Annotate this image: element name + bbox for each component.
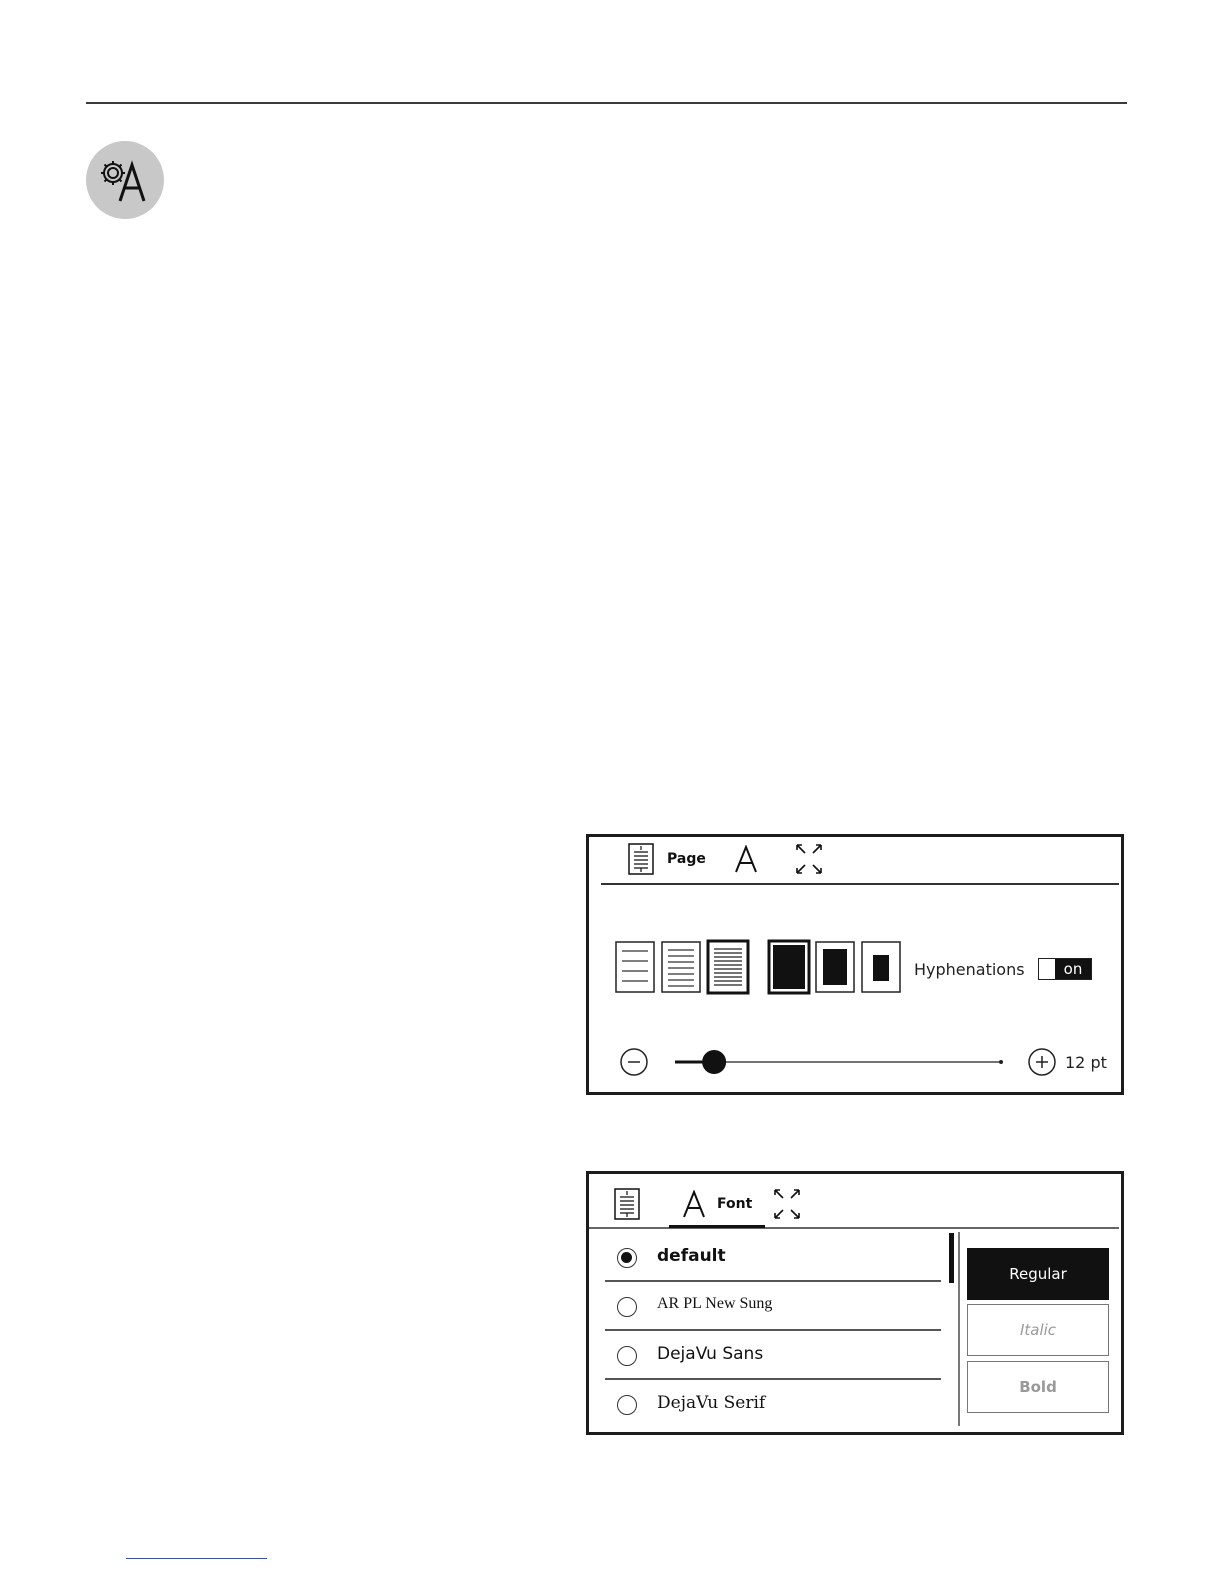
toggle-off-part [1039, 959, 1055, 979]
increase-size-icon[interactable] [1027, 1047, 1057, 1077]
tab-font-label[interactable]: Font [717, 1196, 753, 1212]
slider-end [999, 1060, 1003, 1064]
line-spacing-narrow-icon[interactable] [706, 939, 750, 995]
style-bold-button[interactable]: Bold [967, 1361, 1109, 1413]
slider-thumb[interactable] [702, 1050, 726, 1074]
font-size-value: 12 pt [1065, 1053, 1107, 1072]
font-list-item[interactable] [605, 1332, 941, 1380]
font-settings-panel [586, 1171, 1124, 1435]
style-regular-button[interactable]: Regular [967, 1248, 1109, 1300]
column-divider [958, 1232, 960, 1426]
font-letter-icon[interactable] [681, 1190, 707, 1218]
font-letter-icon[interactable] [733, 845, 759, 873]
font-name: DejaVu Serif [657, 1393, 766, 1413]
tab-page-label[interactable]: Page [667, 851, 706, 867]
tab-bar-divider [601, 883, 1119, 885]
line-spacing-medium-icon[interactable] [661, 941, 701, 993]
header-rule [86, 102, 1127, 104]
font-list-item[interactable] [605, 1283, 941, 1331]
footnote-link-rule [126, 1558, 267, 1559]
page-layout-icon[interactable] [613, 1188, 641, 1220]
font-settings-icon [86, 141, 164, 219]
toggle-state: on [1055, 959, 1091, 979]
margin-narrow-icon[interactable] [767, 939, 811, 995]
font-list-item[interactable] [605, 1381, 941, 1429]
decrease-size-icon[interactable] [619, 1047, 649, 1077]
radio-selected[interactable] [617, 1248, 637, 1268]
font-list-item[interactable] [605, 1234, 941, 1282]
margin-medium-icon[interactable] [815, 941, 855, 993]
radio-unselected[interactable] [617, 1395, 637, 1415]
active-tab-indicator [669, 1225, 765, 1228]
margin-wide-icon[interactable] [861, 941, 901, 993]
hyphenations-toggle[interactable] [1038, 958, 1092, 980]
fullscreen-icon[interactable] [793, 841, 825, 877]
page-settings-panel [586, 834, 1124, 1095]
radio-unselected[interactable] [617, 1346, 637, 1366]
line-spacing-wide-icon[interactable] [615, 941, 655, 993]
font-name: default [657, 1246, 726, 1266]
style-italic-button[interactable]: Italic [967, 1304, 1109, 1356]
font-name: DejaVu Sans [657, 1344, 764, 1364]
radio-unselected[interactable] [617, 1297, 637, 1317]
font-name: AR PL New Sung [657, 1295, 773, 1312]
hyphenations-label: Hyphenations [914, 960, 1025, 979]
page-layout-icon[interactable] [627, 843, 655, 875]
scrollbar-thumb[interactable] [949, 1233, 954, 1283]
fullscreen-icon[interactable] [771, 1186, 803, 1222]
font-size-slider[interactable] [671, 1047, 1005, 1077]
